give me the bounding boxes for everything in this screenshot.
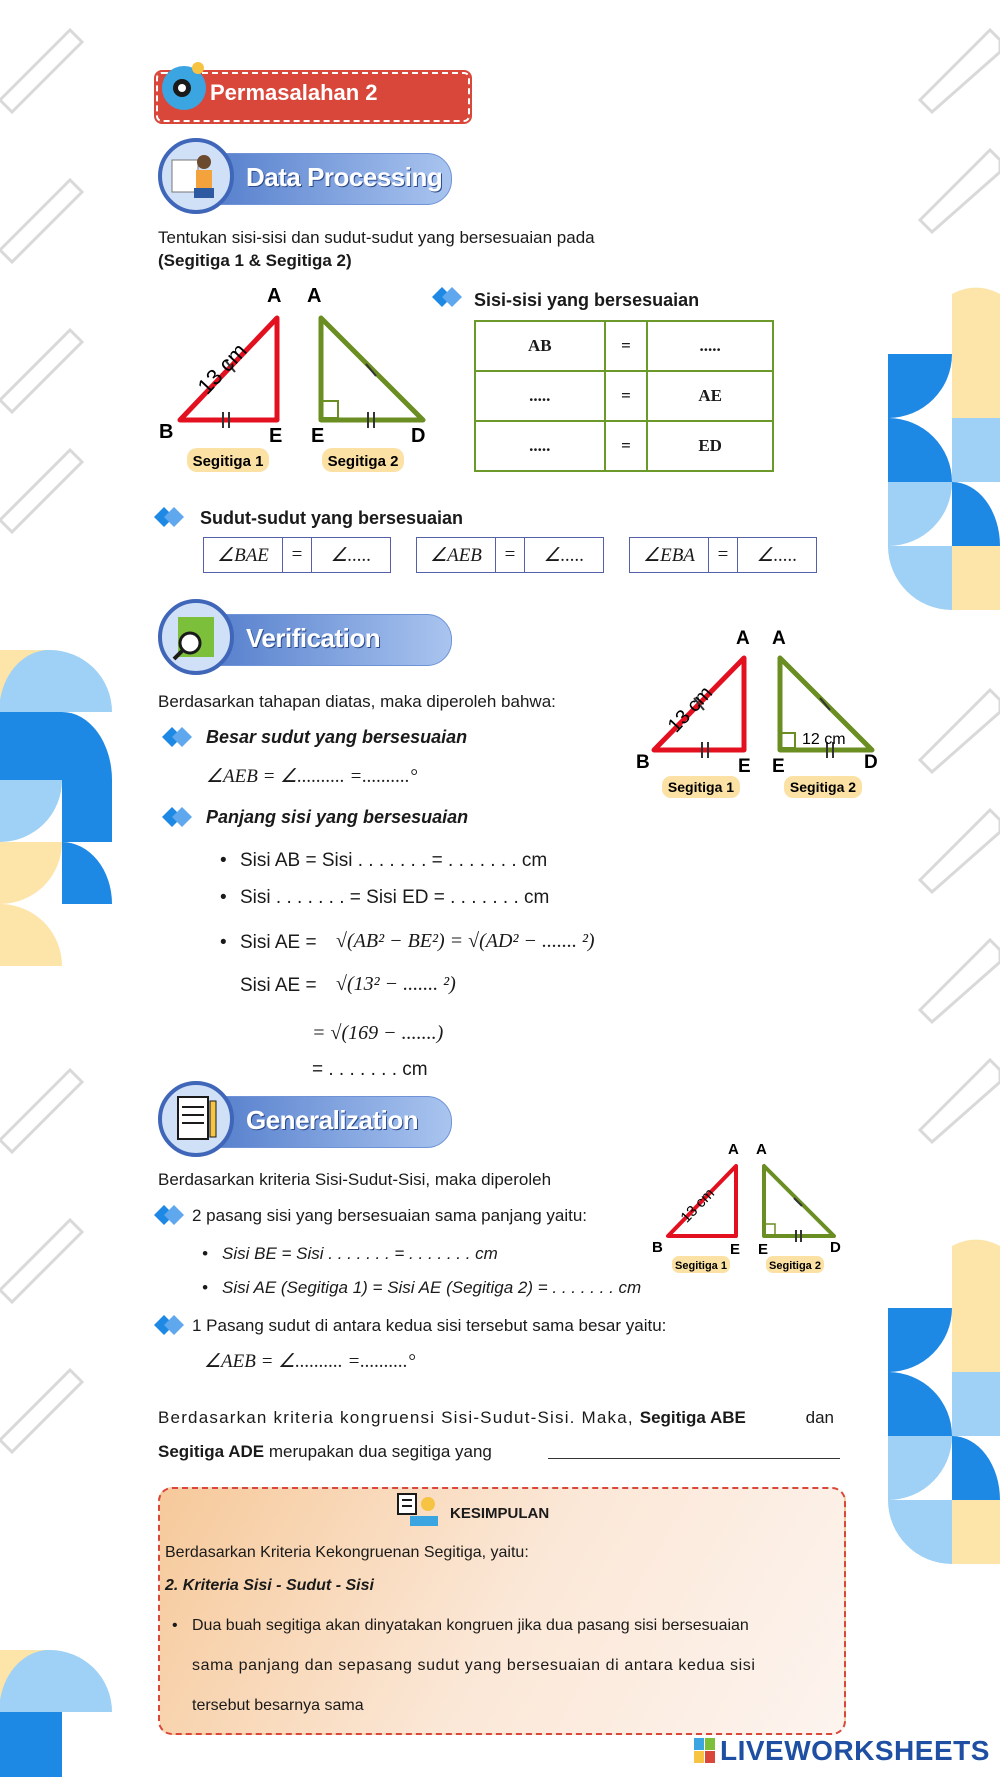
answer-cell[interactable]: ..... <box>475 371 605 421</box>
vertex-a1: A <box>736 628 750 649</box>
vertex-b: B <box>636 752 650 773</box>
generalization-angle-equation[interactable]: ∠AEB = ∠.......... =..........° <box>204 1351 416 1372</box>
statement-text: Berdasarkan kriteria kongruensi Sisi-Sudut-Sisi. Maka, <box>158 1408 640 1427</box>
sides-heading: Sisi-sisi yang bersesuaian <box>474 290 700 310</box>
triangles-figure-3 <box>648 1140 848 1276</box>
statement-text: dan <box>805 1408 834 1427</box>
triangle-2 <box>321 318 423 420</box>
ae-line-label: Sisi AE = <box>240 975 317 996</box>
answer-blank-line[interactable] <box>548 1458 840 1459</box>
section-title-verification: Verification <box>246 623 381 653</box>
table-cell: = <box>605 371 648 421</box>
side-bullet-3-label: • Sisi AE = <box>240 932 317 954</box>
vertex-b: B <box>652 1239 663 1256</box>
triangle-1-label: Segitiga 1 <box>667 779 735 795</box>
vertex-a1: A <box>267 285 282 307</box>
side-bullet-3-expression[interactable]: √(AB² − BE²) = √(AD² − ....... ²) <box>336 930 595 952</box>
instruction-line1: Tentukan sisi-sisi dan sudut-sudut yang bersesuaian pada <box>158 228 595 247</box>
triangle-1-label: Segitiga 1 <box>675 1260 727 1272</box>
vertex-e2: E <box>758 1241 769 1258</box>
diamond-bullet-icon <box>152 504 188 530</box>
ae-line-step[interactable]: = √(169 − .......) <box>312 1022 444 1044</box>
footer-brand[interactable]: LIVEWORKSHEETS <box>720 1735 990 1766</box>
diamond-bullet-icon <box>152 1312 188 1338</box>
triangles-figure-1 <box>155 280 445 475</box>
side-label: 13 cm <box>677 1185 719 1227</box>
angle-box-1 <box>203 537 391 573</box>
triangle-2-label: Segitiga 2 <box>789 779 857 795</box>
ae-line-expression[interactable]: √(13² − ....... ²) <box>336 973 456 995</box>
angle-equation[interactable]: ∠AEB = ∠.......... =..........° <box>206 766 418 787</box>
vertex-b: B <box>159 421 174 443</box>
triangle-2-label: Segitiga 2 <box>327 453 399 470</box>
vertex-d: D <box>411 425 426 447</box>
vertex-e1: E <box>730 1241 741 1258</box>
conclusion-bullet-line-3: tersebut besarnya sama <box>192 1697 364 1714</box>
vertex-e2: E <box>772 756 785 777</box>
diamond-bullet-icon <box>430 284 466 310</box>
equals-sign: = <box>496 538 525 572</box>
table-cell: AB <box>475 321 605 371</box>
diamond-bullet-icon <box>152 1202 188 1228</box>
section-title-generalization: Generalization <box>246 1105 419 1135</box>
side-label: 13 cm <box>663 682 717 737</box>
section-title-data-processing: Data Processing <box>246 162 443 192</box>
vertex-a2: A <box>307 285 322 307</box>
table-row <box>475 371 773 421</box>
table-cell: AE <box>647 371 773 421</box>
table-cell: = <box>605 321 648 371</box>
magnifier-icon <box>158 599 234 675</box>
angle-answer[interactable]: ∠..... <box>330 544 372 566</box>
triangle-1-label: Segitiga 1 <box>192 453 264 470</box>
generalization-point-1: 2 pasang sisi yang bersesuaian sama panjang yaitu: <box>192 1206 588 1225</box>
statement-triangle-abe: Segitiga ABE <box>639 1408 746 1427</box>
generalization-sub-2[interactable]: • Sisi AE (Segitiga 1) = Sisi AE (Segitiga 2) = . . . . . . . cm <box>222 1278 641 1298</box>
angle-box-2 <box>416 537 604 573</box>
vertex-a2: A <box>756 1141 767 1158</box>
statement-line-2 <box>158 1442 492 1462</box>
conclusion-line-1: Berdasarkan Kriteria Kekongruenan Segitiga, yaitu: <box>165 1544 529 1561</box>
equals-sign: = <box>709 538 738 572</box>
conclusion-heading: KESIMPULAN <box>450 1505 550 1522</box>
generalization-sub-1[interactable]: • Sisi BE = Sisi . . . . . . . = . . . . . . . cm <box>222 1244 498 1264</box>
vertex-e1: E <box>269 425 283 447</box>
statement-line-1 <box>158 1408 834 1428</box>
table-row <box>475 421 773 471</box>
triangle-2-label: Segitiga 2 <box>769 1260 821 1272</box>
equals-sign: = <box>283 538 312 572</box>
angle-box-3 <box>629 537 817 573</box>
angle-name: ∠AEB <box>417 538 496 572</box>
answer-cell[interactable]: ..... <box>475 421 605 471</box>
answer-cell[interactable]: ..... <box>647 321 773 371</box>
vertex-a1: A <box>728 1141 739 1158</box>
table-row <box>475 321 773 371</box>
angle-answer[interactable]: ∠..... <box>543 544 585 566</box>
vertex-a2: A <box>772 628 786 649</box>
angles-heading: Sudut-sudut yang bersesuaian <box>200 508 464 528</box>
side2-label: 12 cm <box>802 731 846 748</box>
instruction-line2: (Segitiga 1 & Segitiga 2) <box>158 251 352 270</box>
statement-triangle-ade: Segitiga ADE <box>158 1442 265 1461</box>
verification-intro: Berdasarkan tahapan diatas, maka diperoleh bahwa: <box>158 692 556 711</box>
side-bullet-1[interactable]: • Sisi AB = Sisi . . . . . . . = . . . . . . . cm <box>240 850 547 872</box>
brain-gear-icon <box>160 58 210 114</box>
page-title: Permasalahan 2 <box>210 80 378 105</box>
triangles-figure-2 <box>632 622 892 802</box>
diamond-bullet-icon <box>160 724 196 750</box>
side-label: 13 cm <box>192 338 252 399</box>
generalization-intro: Berdasarkan kriteria Sisi-Sudut-Sisi, maka diperoleh <box>158 1170 552 1189</box>
generalization-point-2: 1 Pasang sudut di antara kedua sisi tersebut sama besar yaitu: <box>192 1316 667 1335</box>
angle-name: ∠EBA <box>630 538 709 572</box>
vertex-e1: E <box>738 756 751 777</box>
teacher-board-icon <box>396 1490 442 1530</box>
diamond-bullet-icon <box>160 804 196 830</box>
angle-heading: Besar sudut yang bersesuaian <box>206 727 468 747</box>
vertex-d: D <box>864 752 878 773</box>
conclusion-bullet-line-2: sama panjang dan sepasang sudut yang bersesuaian di antara kedua sisi <box>192 1657 756 1674</box>
angle-answer[interactable]: ∠..... <box>756 544 798 566</box>
ae-line-result[interactable]: = . . . . . . . cm <box>312 1059 428 1080</box>
person-laptop-icon <box>158 138 234 214</box>
conclusion-criterion: 2. Kriteria Sisi - Sudut - Sisi <box>165 1577 374 1594</box>
conclusion-bullet-line-1: • Dua buah segitiga akan dinyatakan kongruen jika dua pasang sisi bersesuaian <box>192 1617 749 1635</box>
table-cell: ED <box>647 421 773 471</box>
side-heading: Panjang sisi yang bersesuaian <box>206 807 469 827</box>
table-cell: = <box>605 421 648 471</box>
sides-table <box>474 320 774 472</box>
vertex-d: D <box>830 1239 841 1256</box>
liveworksheets-logo-icon <box>694 1738 716 1764</box>
statement-text: merupakan dua segitiga yang <box>264 1442 492 1461</box>
angle-name: ∠BAE <box>204 538 283 572</box>
vertex-e2: E <box>311 425 325 447</box>
notepad-icon <box>158 1081 234 1157</box>
side-bullet-2[interactable]: • Sisi . . . . . . . = Sisi ED = . . . . . . . cm <box>240 887 549 909</box>
